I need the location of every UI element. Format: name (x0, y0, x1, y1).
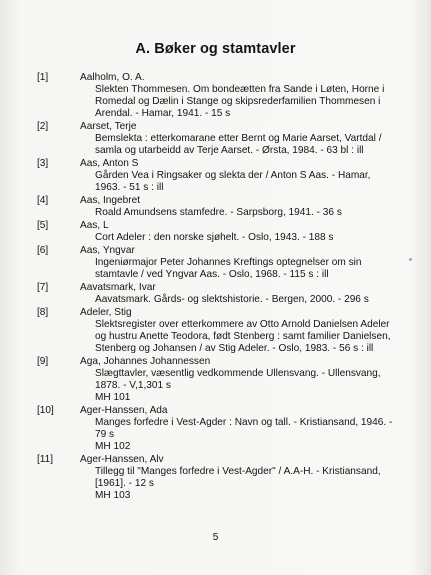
entry-line: Cort Adeler : den norske sjøhelt. - Oslo, 1943. - 188 s (95, 232, 334, 243)
page-title: A. Bøker og stamtavler (135, 41, 296, 57)
entry-author: Aas, Ingebret (80, 195, 141, 206)
bibliography-entry (0, 282, 431, 307)
bibliography-entry (0, 356, 431, 405)
entry-description (95, 84, 420, 120)
entry-description (95, 368, 420, 404)
entry-call-number: MH 101 (95, 392, 131, 403)
bibliography-entry (0, 307, 431, 356)
entry-line: 1963. - 51 s : ill (95, 182, 164, 193)
entry-author: Aas, L (80, 220, 109, 231)
entry-line: Stenberg og Johansen / av Stig Adeler. - Oslo, 1983. - 56 s : ill (95, 343, 374, 354)
entry-line: Slekten Thommesen. Om bondeætten fra Sande i Løten, Horne i (95, 84, 385, 95)
entry-description (95, 207, 420, 219)
entry-line: Slægttavler, væsentlig vedkommende Ullensvang. - Ullensvang, (95, 368, 381, 379)
entry-number: [8] (37, 307, 49, 318)
entry-description (95, 417, 420, 453)
bibliography-entry (0, 121, 431, 158)
entry-number: [1] (37, 72, 49, 83)
entry-line: Arendal. - Hamar, 1941. - 15 s (95, 108, 231, 119)
entry-description (95, 170, 420, 194)
entry-number: [10] (37, 405, 54, 416)
entry-number: [7] (37, 282, 49, 293)
bibliography-entry (0, 405, 431, 454)
entry-author: Aga, Johannes Johannessen (80, 356, 211, 367)
entry-line: Slektsregister over etterkommere av Otto Arnold Danielsen Adeler (95, 319, 390, 330)
page-number: 5 (212, 532, 219, 543)
entry-number: [11] (37, 454, 54, 465)
entry-author: Aalholm, O. A. (80, 72, 145, 83)
bibliography-entry (0, 220, 431, 245)
bibliography-entry (0, 72, 431, 121)
entry-call-number: MH 103 (95, 490, 131, 501)
entry-line: Bemslekta : etterkomarane etter Bernt og Marie Aarset, Vartdal / (95, 133, 382, 144)
entry-description (95, 294, 420, 306)
entry-line: Manges forfedre i Vest-Agder : Navn og tall. - Kristiansand, 1946. - (95, 417, 393, 428)
entry-number: [5] (37, 220, 49, 231)
entry-description (95, 257, 420, 281)
entry-description (95, 232, 420, 244)
entry-line: Roald Amundsens stamfedre. - Sarpsborg, 1941. - 36 s (95, 207, 342, 218)
entry-description (95, 133, 420, 157)
entry-line: samla og utarbeidd av Terje Aarset. - Ørsta, 1984. - 63 bl : ill (95, 145, 364, 156)
entry-number: [9] (37, 356, 49, 367)
entry-author: Adeler, Stig (80, 307, 132, 318)
bibliography-entry (0, 454, 431, 503)
entry-line: 79 s (95, 429, 115, 440)
entry-author: Aarset, Terje (80, 121, 137, 132)
bibliography-entry (0, 158, 431, 195)
paper-speck (409, 258, 412, 261)
entry-number: [4] (37, 195, 49, 206)
entry-number: [2] (37, 121, 49, 132)
entry-line: [1961]. - 12 s (95, 478, 154, 489)
entry-line: Aavatsmark. Gårds- og slektshistorie. - Bergen, 2000. - 296 s (95, 294, 369, 305)
bibliography-list (0, 72, 431, 503)
entry-author: Aas, Anton S (80, 158, 139, 169)
entry-number: [3] (37, 158, 49, 169)
entry-line: stamtavle / ved Yngvar Aas. - Oslo, 1968. - 115 s : ill (95, 269, 329, 280)
entry-number: [6] (37, 245, 49, 256)
entry-description (95, 466, 420, 502)
entry-author: Aas, Yngvar (80, 245, 135, 256)
entry-line: Ingeniørmajor Peter Johannes Kreftings optegnelser om sin (95, 257, 362, 268)
entry-author: Aavatsmark, Ivar (80, 282, 156, 293)
entry-author: Ager-Hanssen, Ada (80, 405, 168, 416)
entry-line: og hustru Anette Teodora, født Stenberg : samt familier Danielsen, (95, 331, 391, 342)
entry-line: Tillegg til "Manges forfedre i Vest-Agder" / A.A-H. - Kristiansand, (95, 466, 381, 477)
bibliography-entry (0, 245, 431, 282)
entry-line: Romedal og Dælin i Stange og skipsrederfamilien Thommesen i (95, 96, 381, 107)
entry-line: 1878. - V,1,301 s (95, 380, 171, 391)
entry-description (95, 319, 420, 355)
bibliography-entry (0, 195, 431, 220)
entry-author: Ager-Hanssen, Alv (80, 454, 164, 465)
entry-line: Gården Vea i Ringsaker og slekta der / Anton S Aas. - Hamar, (95, 170, 371, 181)
entry-call-number: MH 102 (95, 441, 131, 452)
